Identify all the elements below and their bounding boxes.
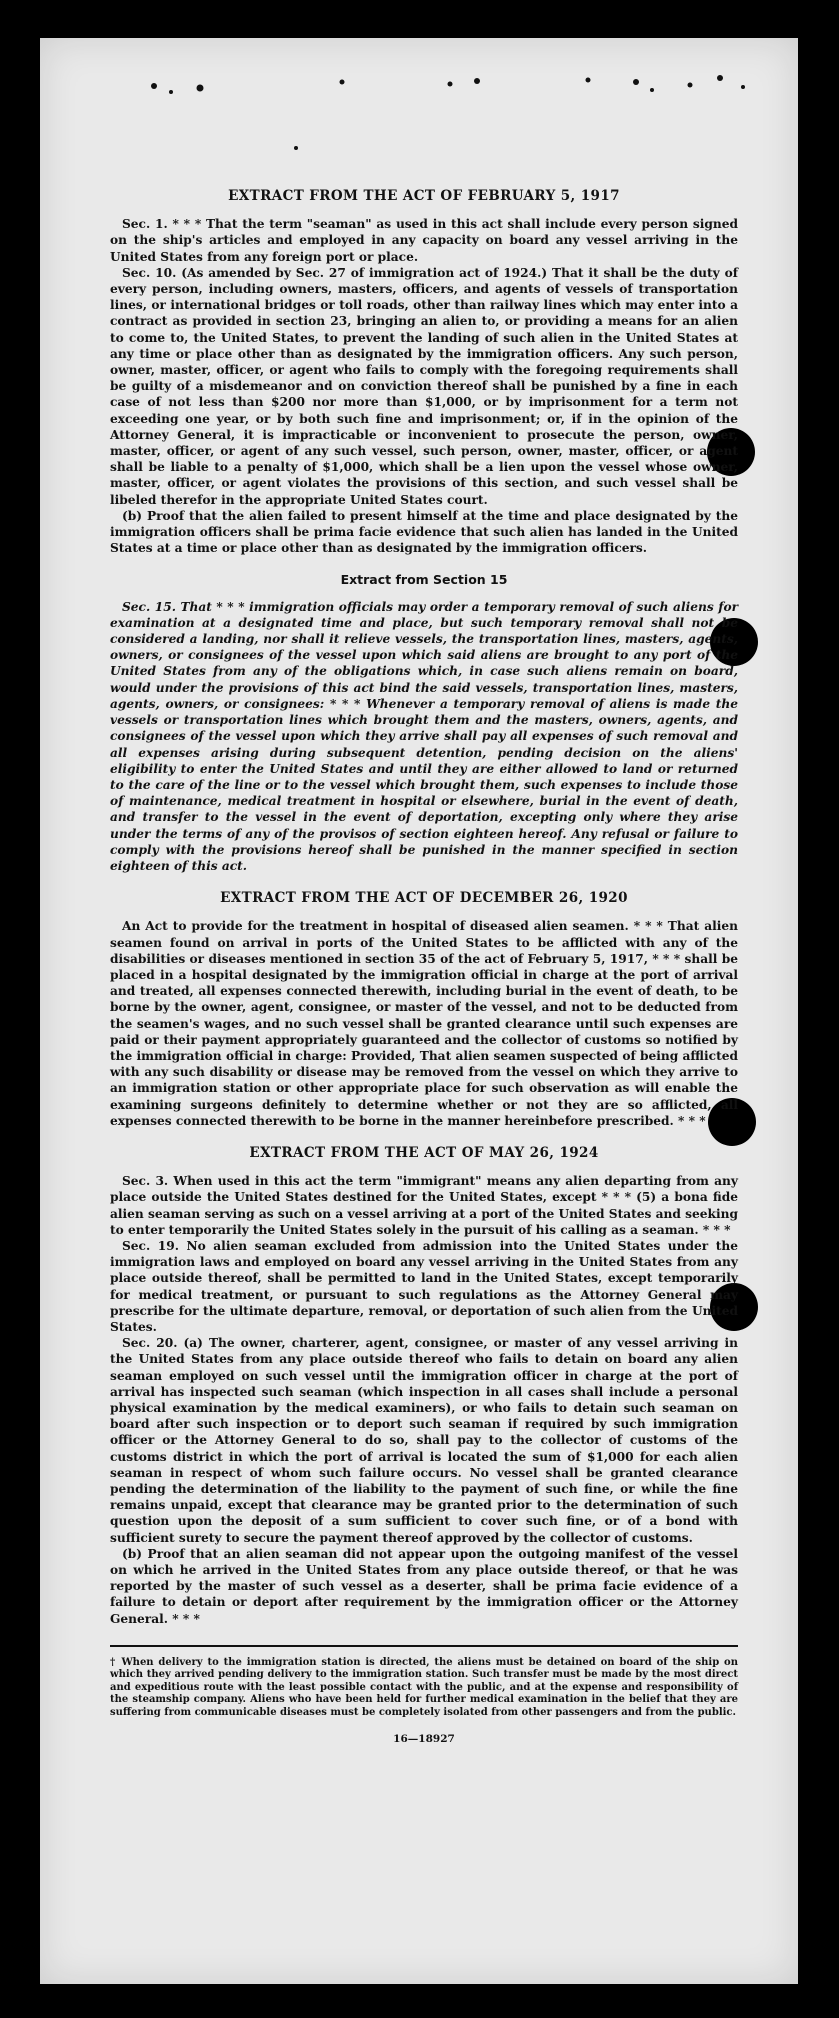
section-act-1924 bbox=[110, 1145, 738, 1627]
section-heading: EXTRACT FROM THE ACT OF FEBRUARY 5, 1917 bbox=[228, 188, 620, 204]
paragraph: Sec. 1. * * * That the term "seaman" as used in this act shall include every person signed on the ship's articles and employed in any capacity on board any vessel arriving in the United States from any foreign port or place. bbox=[110, 217, 738, 264]
section-heading: Extract from Section 15 bbox=[340, 572, 508, 588]
section-heading: EXTRACT FROM THE ACT OF DECEMBER 26, 1920 bbox=[220, 890, 628, 907]
section-act-1917 bbox=[110, 188, 738, 556]
paragraph: Sec. 3. When used in this act the term "immigrant" means any alien departing from any place outside the United States destined for the United States, except * * * (5) a bona fide alien seaman serving as such on a vessel arriving at a port of the United States and seeking to enter temporarily the United States solely in the pursuit of his calling as a seaman. * * * bbox=[110, 1174, 738, 1237]
paragraph: Sec. 20. (a) The owner, charterer, agent, consignee, or master of any vessel arriving in the United States from any place outside thereof who fails to detain on board any alien seaman employed on such vessel until the immigration officer in charge at the port of arrival has inspected such seaman (which inspection in all cases shall include a personal physical examination by the medical examiners), or who fails to detain such seaman on board after such inspection or to deport such seaman if required by such immigration officer or the Attorney General to do so, shall pay to the collector of customs of the customs district in which the port of arrival is located the sum of $1,000 for each alien seaman in respect of whom such failure occurs. No vessel shall be granted clearance pending the determination of the liability to the payment of such fine, or while the fine remains unpaid, except that clearance may be granted prior to the determination of such question upon the deposit of a sum sufficient to cover such fine, or of a bond with sufficient surety to secure the payment thereof approved by the collector of customs. bbox=[110, 1336, 738, 1545]
document-page bbox=[40, 38, 798, 1984]
footnote: † When delivery to the immigration station is directed, the aliens must be detained on board of the ship on which they arrived pending delivery to the immigration station. Such transfer must be made by the most direct and expeditious route with the least possible contact with the public, and at the expense and responsibility of the steamship company. Aliens who have been held for further medical examination in the belief that they are suffering from communicable diseases must be completely isolated from other passengers and from the public. bbox=[110, 1656, 738, 1718]
form-number: 16—18927 bbox=[393, 1733, 455, 1746]
section-heading: EXTRACT FROM THE ACT OF MAY 26, 1924 bbox=[249, 1144, 599, 1161]
section-extract-15 bbox=[110, 572, 738, 874]
paragraph: Sec. 10. (As amended by Sec. 27 of immigration act of 1924.) That it shall be the duty of every person, including owners, masters, officers, and agents of vessels of transportation lines, or international bridges or toll roads, other than railway lines which may enter into a contract as provided in section 23, bringing an alien to, or providing a means for an alien to come to, the United States, to prevent the landing of such alien in the United States at any time or place other than as designated by the immigration officers. Any such person, owner, master, officer, or agent who fails to comply with the foregoing requirements shall be guilty of a misdemeanor and on conviction thereof shall be punished by a fine in each case of not less than $200 nor more than $1,000, or by imprisonment for a term not exceeding one year, or by both such fine and imprisonment; or, if in the opinion of the Attorney General, it is impracticable or inconvenient to prosecute the person, owner, master, officer, or agent of any such vessel, such person, owner, master, officer, or agent shall be liable to a penalty of $1,000, which shall be a lien upon the vessel whose owner, master, officer, or agent violates the provisions of this section, and such vessel shall be libeled therefor in the appropriate United States court. bbox=[110, 265, 738, 507]
document-body bbox=[110, 188, 738, 1748]
footnote-divider bbox=[110, 1645, 738, 1647]
paragraph: An Act to provide for the treatment in hospital of diseased alien seamen. * * * That alien seamen found on arrival in ports of the United States to be afflicted with any of the disabilities or diseases mentioned in section 35 of the act of February 5, 1917, * * * shall be placed in a hospital designated by the immigration official in charge at the port of arrival and treated, all expenses connected therewith, including burial in the event of death, to be borne by the owner, agent, consignee, or master of the vessel, and not to be deducted from the seamen's wages, and no such vessel shall be granted clearance until such expenses are paid or their payment appropriately guaranteed and the collector of customs so notified by the immigration official in charge: Provided, That alien seamen suspected of being afflicted with any such disability or disease may be removed from the vessel on which they arrive to an immigration station or other appropriate place for such observation as will enable the examining surgeons definitely to determine whether or not they are so afflicted, all expenses connected therewith to be borne in the manner hereinbefore prescribed. * * * bbox=[110, 919, 738, 1128]
scan-specks bbox=[40, 38, 798, 158]
paragraph: Sec. 19. No alien seaman excluded from admission into the United States under the immigration laws and employed on board any vessel arriving in the United States from any place outside thereof, shall be permitted to land in the United States, except temporarily for medical treatment, or pursuant to such regulations as the Attorney General may prescribe for the ultimate departure, removal, or deportation of such alien from the United States. bbox=[110, 1238, 738, 1334]
section-act-1920 bbox=[110, 890, 738, 1129]
paragraph: Sec. 15. That * * * immigration officials may order a temporary removal of such aliens for examination at a designated time and place, but such temporary removal shall not be considered a landing, nor shall it relieve vessels, the transportation lines, masters, agents, owners, or consignees of the vessel upon which said aliens are brought to any port of the United States from any of the obligations which, in case such aliens remain on board, would under the provisions of this act bind the said vessels, transportation lines, masters, agents, owners, or consignees: * * * Whenever a temporary removal of aliens is made the vessels or transportation lines which brought them and the masters, owners, agents, and consignees of the vessel upon which they arrive shall pay all expenses of such removal and all expenses arising during subsequent detention, pending decision on the aliens' eligibility to enter the United States and until they are either allowed to land or returned to the care of the line or to the vessel which brought them, such expenses to include those of maintenance, medical treatment in hospital or elsewhere, burial in the event of death, and transfer to the vessel in the event of deportation, excepting only where they arise under the terms of any of the provisos of section eighteen hereof. Any refusal or failure to comply with the provisions hereof shall be punished in the manner specified in section eighteen of this act. bbox=[110, 599, 738, 873]
paragraph: (b) Proof that the alien failed to present himself at the time and place designated by the immigration officers shall be prima facie evidence that such alien has landed in the United States at a time or place other than as designated by the immigration officers. bbox=[110, 508, 738, 556]
paragraph: (b) Proof that an alien seaman did not appear upon the outgoing manifest of the vessel on which he arrived in the United States from any place outside thereof, or that he was reported by the master of such vessel as a deserter, shall be prima facie evidence of a failure to detain or deport after requirement by the immigration officer or the Attorney General. * * * bbox=[110, 1546, 738, 1626]
